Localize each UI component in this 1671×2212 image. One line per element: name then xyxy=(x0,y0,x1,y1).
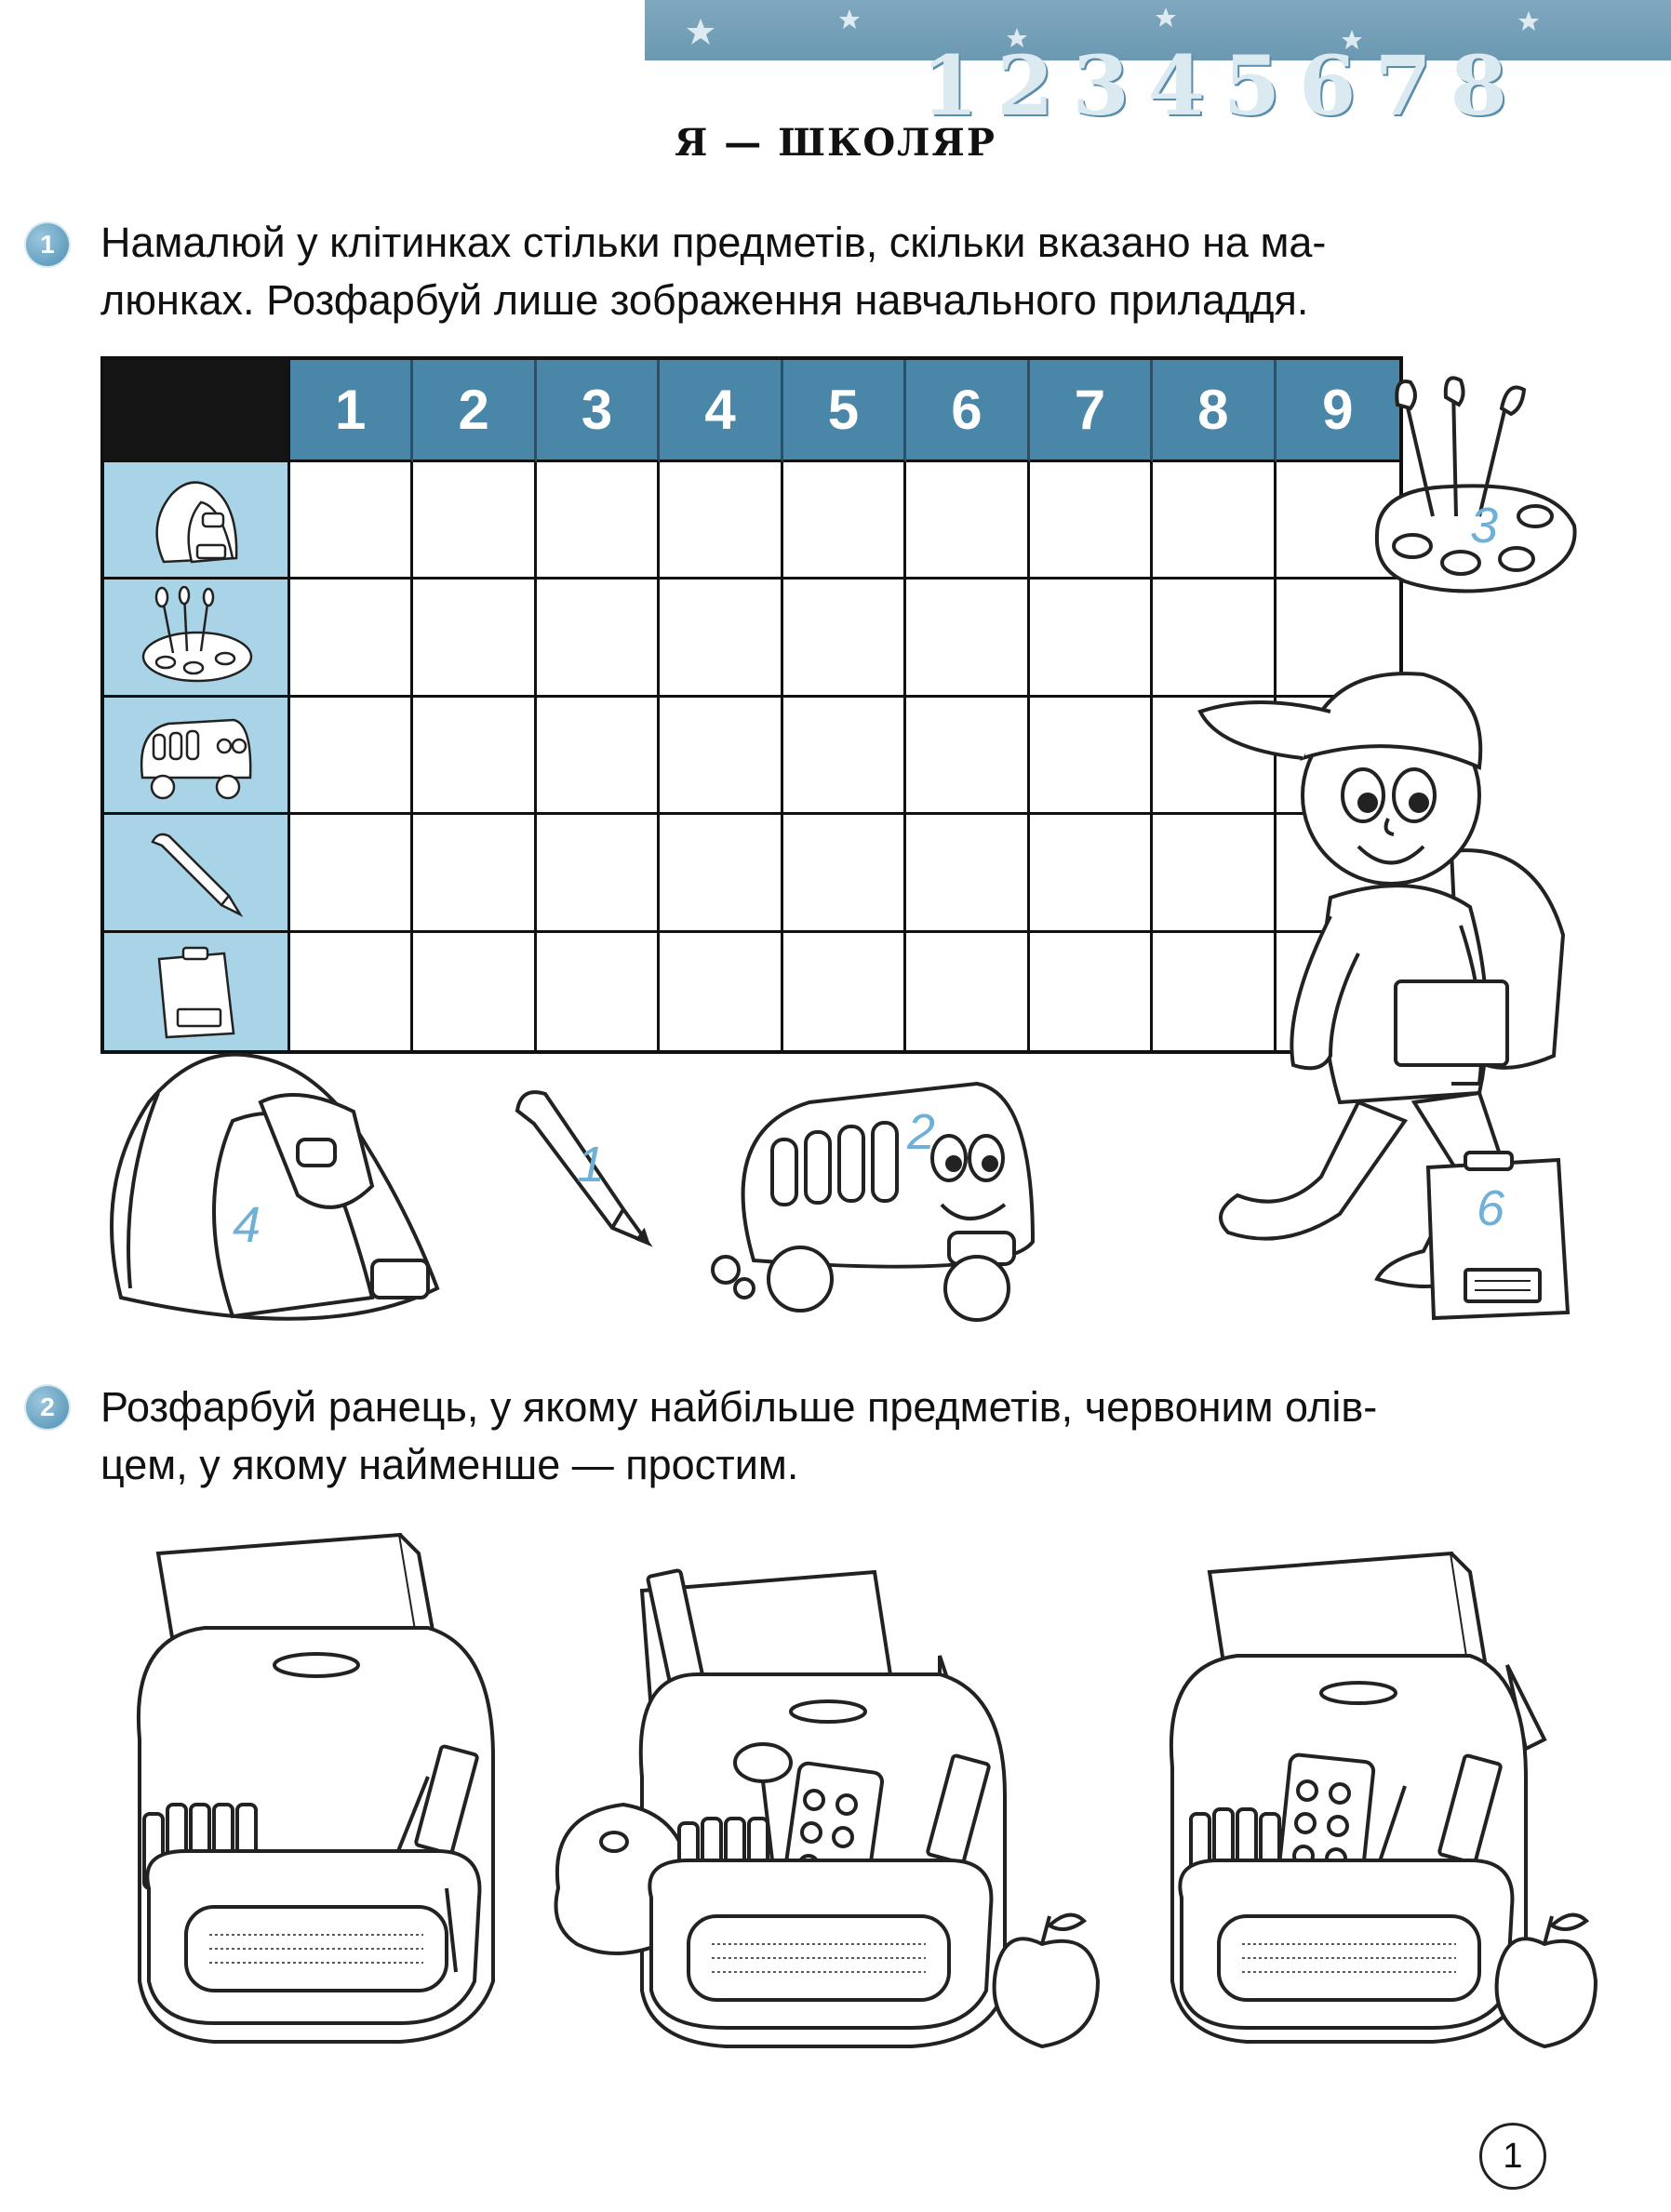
grid-cell[interactable] xyxy=(537,580,660,697)
row-palette xyxy=(104,580,290,697)
backpack-picture xyxy=(93,1037,447,1335)
palette-count-label: 3 xyxy=(1470,498,1499,553)
grid-cell[interactable] xyxy=(290,580,413,697)
grid-cell[interactable] xyxy=(660,815,782,932)
grid-cell[interactable] xyxy=(1030,933,1153,1050)
grid-cell[interactable] xyxy=(1030,462,1153,580)
grid-cell[interactable] xyxy=(906,698,1029,815)
grid-cell[interactable] xyxy=(413,815,536,932)
task1-instruction xyxy=(100,214,1580,329)
backpack-count-label: 4 xyxy=(233,1197,261,1253)
grid-cell[interactable] xyxy=(783,815,906,932)
row-bus xyxy=(104,698,290,815)
column-header-9: 9 xyxy=(1277,360,1399,462)
grid-cell[interactable] xyxy=(906,933,1029,1050)
grid-cell[interactable] xyxy=(783,580,906,697)
palette-picture xyxy=(1368,377,1582,600)
bus-icon xyxy=(131,703,261,806)
grid-cell[interactable] xyxy=(783,698,906,815)
pencil-icon xyxy=(136,821,257,924)
grid-cell[interactable] xyxy=(290,815,413,932)
grid-cell[interactable] xyxy=(660,698,782,815)
column-header-1: 1 xyxy=(290,360,413,462)
task1-line2: люнках. Розфарбуй лише зображення навчального приладдя. xyxy=(100,276,1309,324)
backpack-icon xyxy=(136,469,257,571)
folder-count-label: 6 xyxy=(1477,1180,1505,1236)
page-title: Я — ШКОЛЯР xyxy=(675,121,996,165)
column-header-6: 6 xyxy=(906,360,1029,462)
grid-cell[interactable] xyxy=(537,815,660,932)
grid-cell[interactable] xyxy=(413,462,536,580)
page-number: 1 xyxy=(1479,2123,1546,2190)
grid-cell[interactable] xyxy=(537,933,660,1050)
grid-cell[interactable] xyxy=(413,580,536,697)
pencil-picture xyxy=(502,1079,661,1246)
task-number-badge: 2 xyxy=(26,1386,69,1429)
row-folder xyxy=(104,933,290,1050)
column-header-8: 8 xyxy=(1153,360,1276,462)
grid-cell[interactable] xyxy=(660,462,782,580)
grid-cell[interactable] xyxy=(290,933,413,1050)
task1-line1: Намалюй у клітинках стільки предметів, скільки вказано на ма- xyxy=(100,219,1327,266)
grid-cell[interactable] xyxy=(660,933,782,1050)
grid-cell[interactable] xyxy=(1030,698,1153,815)
grid-cell[interactable] xyxy=(660,580,782,697)
task2-instruction xyxy=(100,1379,1580,1494)
bus-picture xyxy=(698,1056,1061,1326)
grid-cell[interactable] xyxy=(413,698,536,815)
grid-cell[interactable] xyxy=(783,933,906,1050)
school-backpack-2[interactable] xyxy=(540,1535,1107,2074)
row-backpack xyxy=(104,462,290,580)
grid-cell[interactable] xyxy=(906,815,1029,932)
school-backpack-3[interactable] xyxy=(1135,1535,1600,2074)
grid-cell[interactable] xyxy=(906,580,1029,697)
grid-cell[interactable] xyxy=(1030,815,1153,932)
palette-icon xyxy=(136,586,257,688)
school-backpack-1[interactable] xyxy=(121,1535,512,2056)
grid-corner-cell xyxy=(104,360,290,462)
grid-cell[interactable] xyxy=(783,462,906,580)
pencil-count-label: 1 xyxy=(577,1137,606,1193)
grid-cell[interactable] xyxy=(413,933,536,1050)
grid-cell[interactable] xyxy=(537,698,660,815)
grid-cell[interactable] xyxy=(537,462,660,580)
task-number-badge: 1 xyxy=(26,223,69,266)
grid-cell[interactable] xyxy=(290,698,413,815)
grid-cell[interactable] xyxy=(1153,462,1276,580)
folder-picture xyxy=(1419,1149,1572,1321)
grid-cell[interactable] xyxy=(906,462,1029,580)
column-header-3: 3 xyxy=(537,360,660,462)
grid-cell[interactable] xyxy=(290,462,413,580)
bus-count-label: 2 xyxy=(907,1104,936,1160)
task2-line1: Розфарбуй ранець, у якому найбільше предметів, червоним олів- xyxy=(100,1383,1378,1431)
column-header-2: 2 xyxy=(413,360,536,462)
column-header-4: 4 xyxy=(660,360,782,462)
row-pencil xyxy=(104,815,290,932)
folder-icon xyxy=(140,940,252,1043)
column-header-7: 7 xyxy=(1030,360,1153,462)
banner-digits: 12345678 xyxy=(921,37,1526,121)
column-header-5: 5 xyxy=(783,360,906,462)
task2-line2: цем, у якому найменше — простим. xyxy=(100,1441,799,1488)
grid-cell[interactable] xyxy=(1030,580,1153,697)
